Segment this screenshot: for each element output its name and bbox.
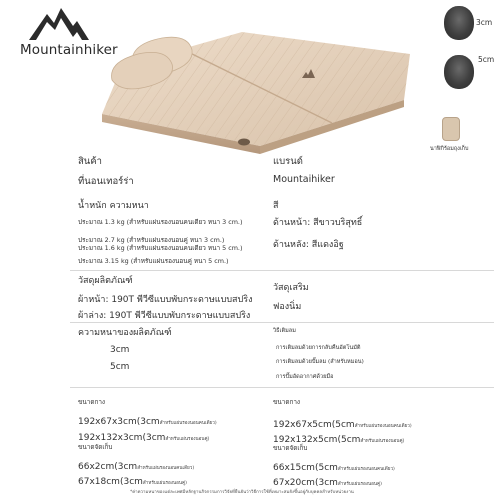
weight-item: ประมาณ 3.15 kg (สำหรับแผ่นรองนอนคู่ หนา 5 cm.) — [78, 257, 229, 265]
thumb-3cm-label: 3cm — [476, 18, 493, 27]
material-heading: วัสดุผลิตภัณฑ์ — [78, 276, 133, 286]
inflate-item: การเติมลมด้วยการกลับคืนอัตโนมัติ — [276, 345, 361, 351]
size-note: สำหรับแผ่นรองนอนคู่) — [360, 439, 405, 444]
thickness-heading: ความหนาของผลิตภัณฑ์ — [78, 328, 172, 338]
size-row — [273, 470, 382, 489]
size-value: 67x20cm — [273, 478, 315, 488]
brand-name: Mountainhiker — [20, 42, 118, 58]
weight-heading: น้ำหนัก ความหนา — [78, 201, 149, 211]
accessory-heading: วัสดุเสริม — [273, 283, 309, 293]
section-divider — [70, 387, 494, 388]
size-paren: (3cm — [114, 462, 138, 472]
size-note: สำหรับแผ่นรองนอนคนเดียว) — [337, 467, 395, 472]
weight-item: ประมาณ 1.3 kg (สำหรับแผ่นรองนอนคนเดียว หนา 3 cm.) — [78, 218, 243, 226]
section-divider — [70, 322, 494, 323]
unfold-size-heading: ขนาดกาง — [273, 398, 301, 406]
storage-bag-label: นาฬิกิร้อมถุงเก็บ — [430, 146, 469, 152]
size-paren: (3cm — [142, 433, 166, 443]
thickness-value: 5cm — [110, 362, 130, 372]
pack-size-heading: ขนาดจัดเก็บ — [78, 443, 113, 451]
size-row — [78, 469, 187, 488]
size-note: สำหรับแผ่นรองนอนคนเดียว) — [137, 466, 195, 471]
storage-bag-thumbnail — [442, 117, 460, 141]
thickness-value: 3cm — [110, 345, 130, 355]
brand-label: แบรนด์ — [273, 156, 303, 167]
size-value: 67x18cm — [78, 477, 120, 487]
size-paren: (3cm — [314, 478, 338, 488]
section-divider — [70, 270, 494, 271]
product-label: สินค้า — [78, 156, 102, 167]
size-value: 192x67x5cm — [273, 420, 332, 430]
valve-5cm-thumbnail — [444, 55, 474, 89]
size-paren: (5cm — [337, 435, 361, 445]
size-paren: (5cm — [331, 420, 355, 430]
unfold-size-heading: ขนาดกาง — [78, 398, 106, 406]
color-heading: สี — [273, 201, 279, 211]
size-value: 192x132x3cm — [78, 433, 143, 443]
size-paren: (5cm — [314, 463, 338, 473]
material-back: ผ้าล่าง: 190T พีวีซีแบบพับกระดาษแบบสปริง — [78, 311, 251, 321]
inflate-item: การปั๊มอัดอากาศด้วยมือ — [276, 374, 334, 380]
size-note: สำหรับแผ่นรองนอนคู่) — [337, 482, 382, 487]
accessory-value: ฟองนิ่ม — [273, 302, 302, 312]
footnote: *ค่าความหนาของแต่ละเพศมีหลักฐานกิจกรรมการวิจัยที่ยืนยันว่าวิธีการใช้ที่เหมาะสมยังขึ้นอยู่กับบุคคลสำหรับหน่วยงาน — [130, 490, 354, 495]
weight-item: ประมาณ 2.7 kg (สำหรับแผ่นรองนอนคู่ หนา 3 cm.) — [78, 236, 225, 244]
mattress-image — [92, 14, 432, 154]
thumb-5cm-label: 5cm — [478, 55, 495, 64]
brand-value: Mountaihiker — [273, 174, 335, 185]
material-front: ผ้าหน้า: 190T พีวีซีแบบพับกระดาษแบบสปริง — [78, 295, 253, 305]
product-value: ที่นอนเทอร์ร่า — [78, 176, 134, 187]
mountain-logo-icon — [27, 4, 91, 42]
size-value: 192x132x5cm — [273, 435, 338, 445]
size-note: สำหรับแผ่นรองนอนคู่) — [142, 481, 187, 486]
size-note: สำหรับแผ่นรองนอนคนเดียว) — [354, 424, 412, 429]
size-value: 192x67x3cm — [78, 417, 137, 427]
size-paren: (3cm — [119, 477, 143, 487]
size-note: สำหรับแผ่นรองนอนคู่) — [165, 437, 210, 442]
size-value: 66x2cm — [78, 462, 115, 472]
pack-size-heading: ขนาดจัดเก็บ — [273, 444, 308, 452]
weight-item: ประมาณ 1.6 kg (สำหรับแผ่นรองนอนคนเดียว หนา 5 cm.) — [78, 244, 243, 252]
color-back: ด้านหลัง: สีแดงอิฐ — [273, 240, 344, 250]
color-front: ด้านหน้า: สีขาวบริสุทธิ์ — [273, 218, 363, 228]
size-value: 66x15cm — [273, 463, 315, 473]
inflate-heading: วิธีเติมลม — [273, 328, 296, 334]
size-note: สำหรับแผ่นรองนอนคนเดียว) — [159, 421, 217, 426]
valve-3cm-thumbnail — [444, 6, 474, 40]
size-paren: (3cm — [136, 417, 160, 427]
inflate-item: การเติมลมด้วยปั๊มลม (สำหรับหมอน) — [276, 359, 364, 365]
